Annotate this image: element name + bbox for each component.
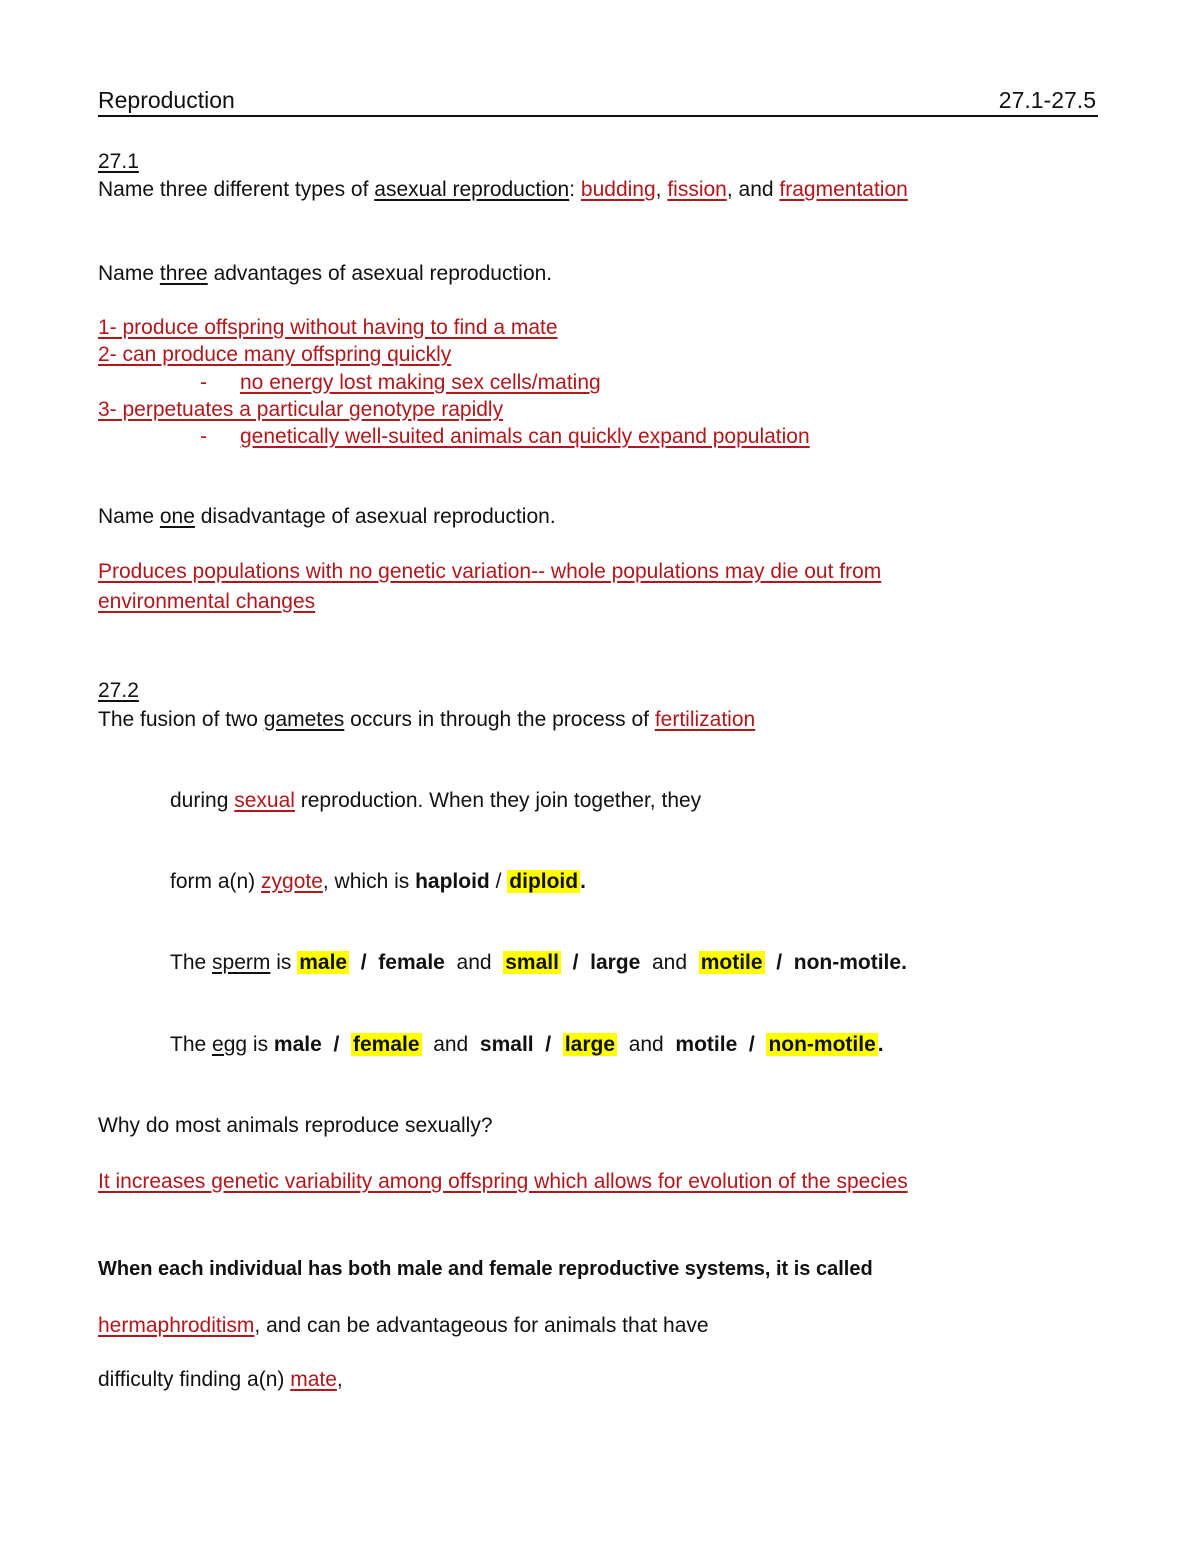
why-question: Why do most animals reproduce sexually? [98,1114,493,1137]
answer-zygote: zygote [261,870,323,893]
answer-mate: mate [290,1368,337,1391]
fusion-sentence: The fusion of two gametes occurs in through the process of fertilization [98,708,756,731]
header-row [98,87,1098,117]
advantage-item: 2- can produce many offspring quickly [98,343,452,366]
advantage-subitem: - no energy lost making sex cells/mating [200,371,601,394]
advantage-item: 3- perpetuates a particular genotype rapidly [98,398,504,421]
sperm-small-selected: small [505,951,559,974]
q1-asexual-types: Name three different types of asexual reproduction: budding, fission, and fragmentation [98,178,908,201]
answer-fragmentation: fragmentation [779,178,908,201]
advantage-item: 1- produce offspring without having to find a mate [98,316,558,339]
egg-non-motile-selected: non-motile [768,1033,876,1056]
q3-disadvantage: Name one disadvantage of asexual reproduction. [98,505,556,528]
sperm-motile-selected: motile [700,951,763,974]
section-range: 27.1-27.5 [998,87,1096,113]
sperm-sentence: The sperm is male / female and small / large and motile / non-motile. [170,951,907,974]
answer-fertilization: fertilization [654,708,756,731]
disadvantage-answer-line1: Produces populations with no genetic variation-- whole populations may die out from [98,560,882,583]
q2-advantages: Name three advantages of asexual reproduction. [98,262,553,285]
during-sentence: during sexual reproduction. When they join together, they [170,789,702,812]
answer-fission: fission [667,178,727,201]
option-diploid-selected: diploid [509,870,579,893]
egg-female-selected: female [352,1033,420,1056]
hermaphroditism-statement: When each individual has both male and female reproductive systems, it is called [98,1258,873,1280]
mate-line: difficulty finding a(n) mate, [98,1368,343,1391]
answer-budding: budding [580,178,656,201]
advantage-subitem: - genetically well-suited animals can quickly expand population [200,425,810,448]
disadvantage-answer-line2: environmental changes [98,590,316,613]
egg-sentence: The egg is male / female and small / large and motile / non-motile. [170,1033,884,1056]
section-number-27-1: 27.1 [98,150,139,173]
page-title: Reproduction [98,87,235,113]
section-number-27-2: 27.2 [98,679,139,702]
answer-sexual: sexual [234,789,295,812]
option-haploid: haploid [415,870,490,893]
sperm-male-selected: male [299,951,348,974]
egg-large-selected: large [564,1033,616,1056]
form-sentence: form a(n) zygote, which is haploid / diploid. [170,870,586,893]
why-answer: It increases genetic variability among offspring which allows for evolution of the species [98,1170,908,1193]
answer-hermaphroditism: hermaphroditism [98,1314,255,1337]
hermaphroditism-line: hermaphroditism, and can be advantageous for animals that have [98,1314,709,1337]
term-asexual-reproduction: asexual reproduction [374,178,570,201]
